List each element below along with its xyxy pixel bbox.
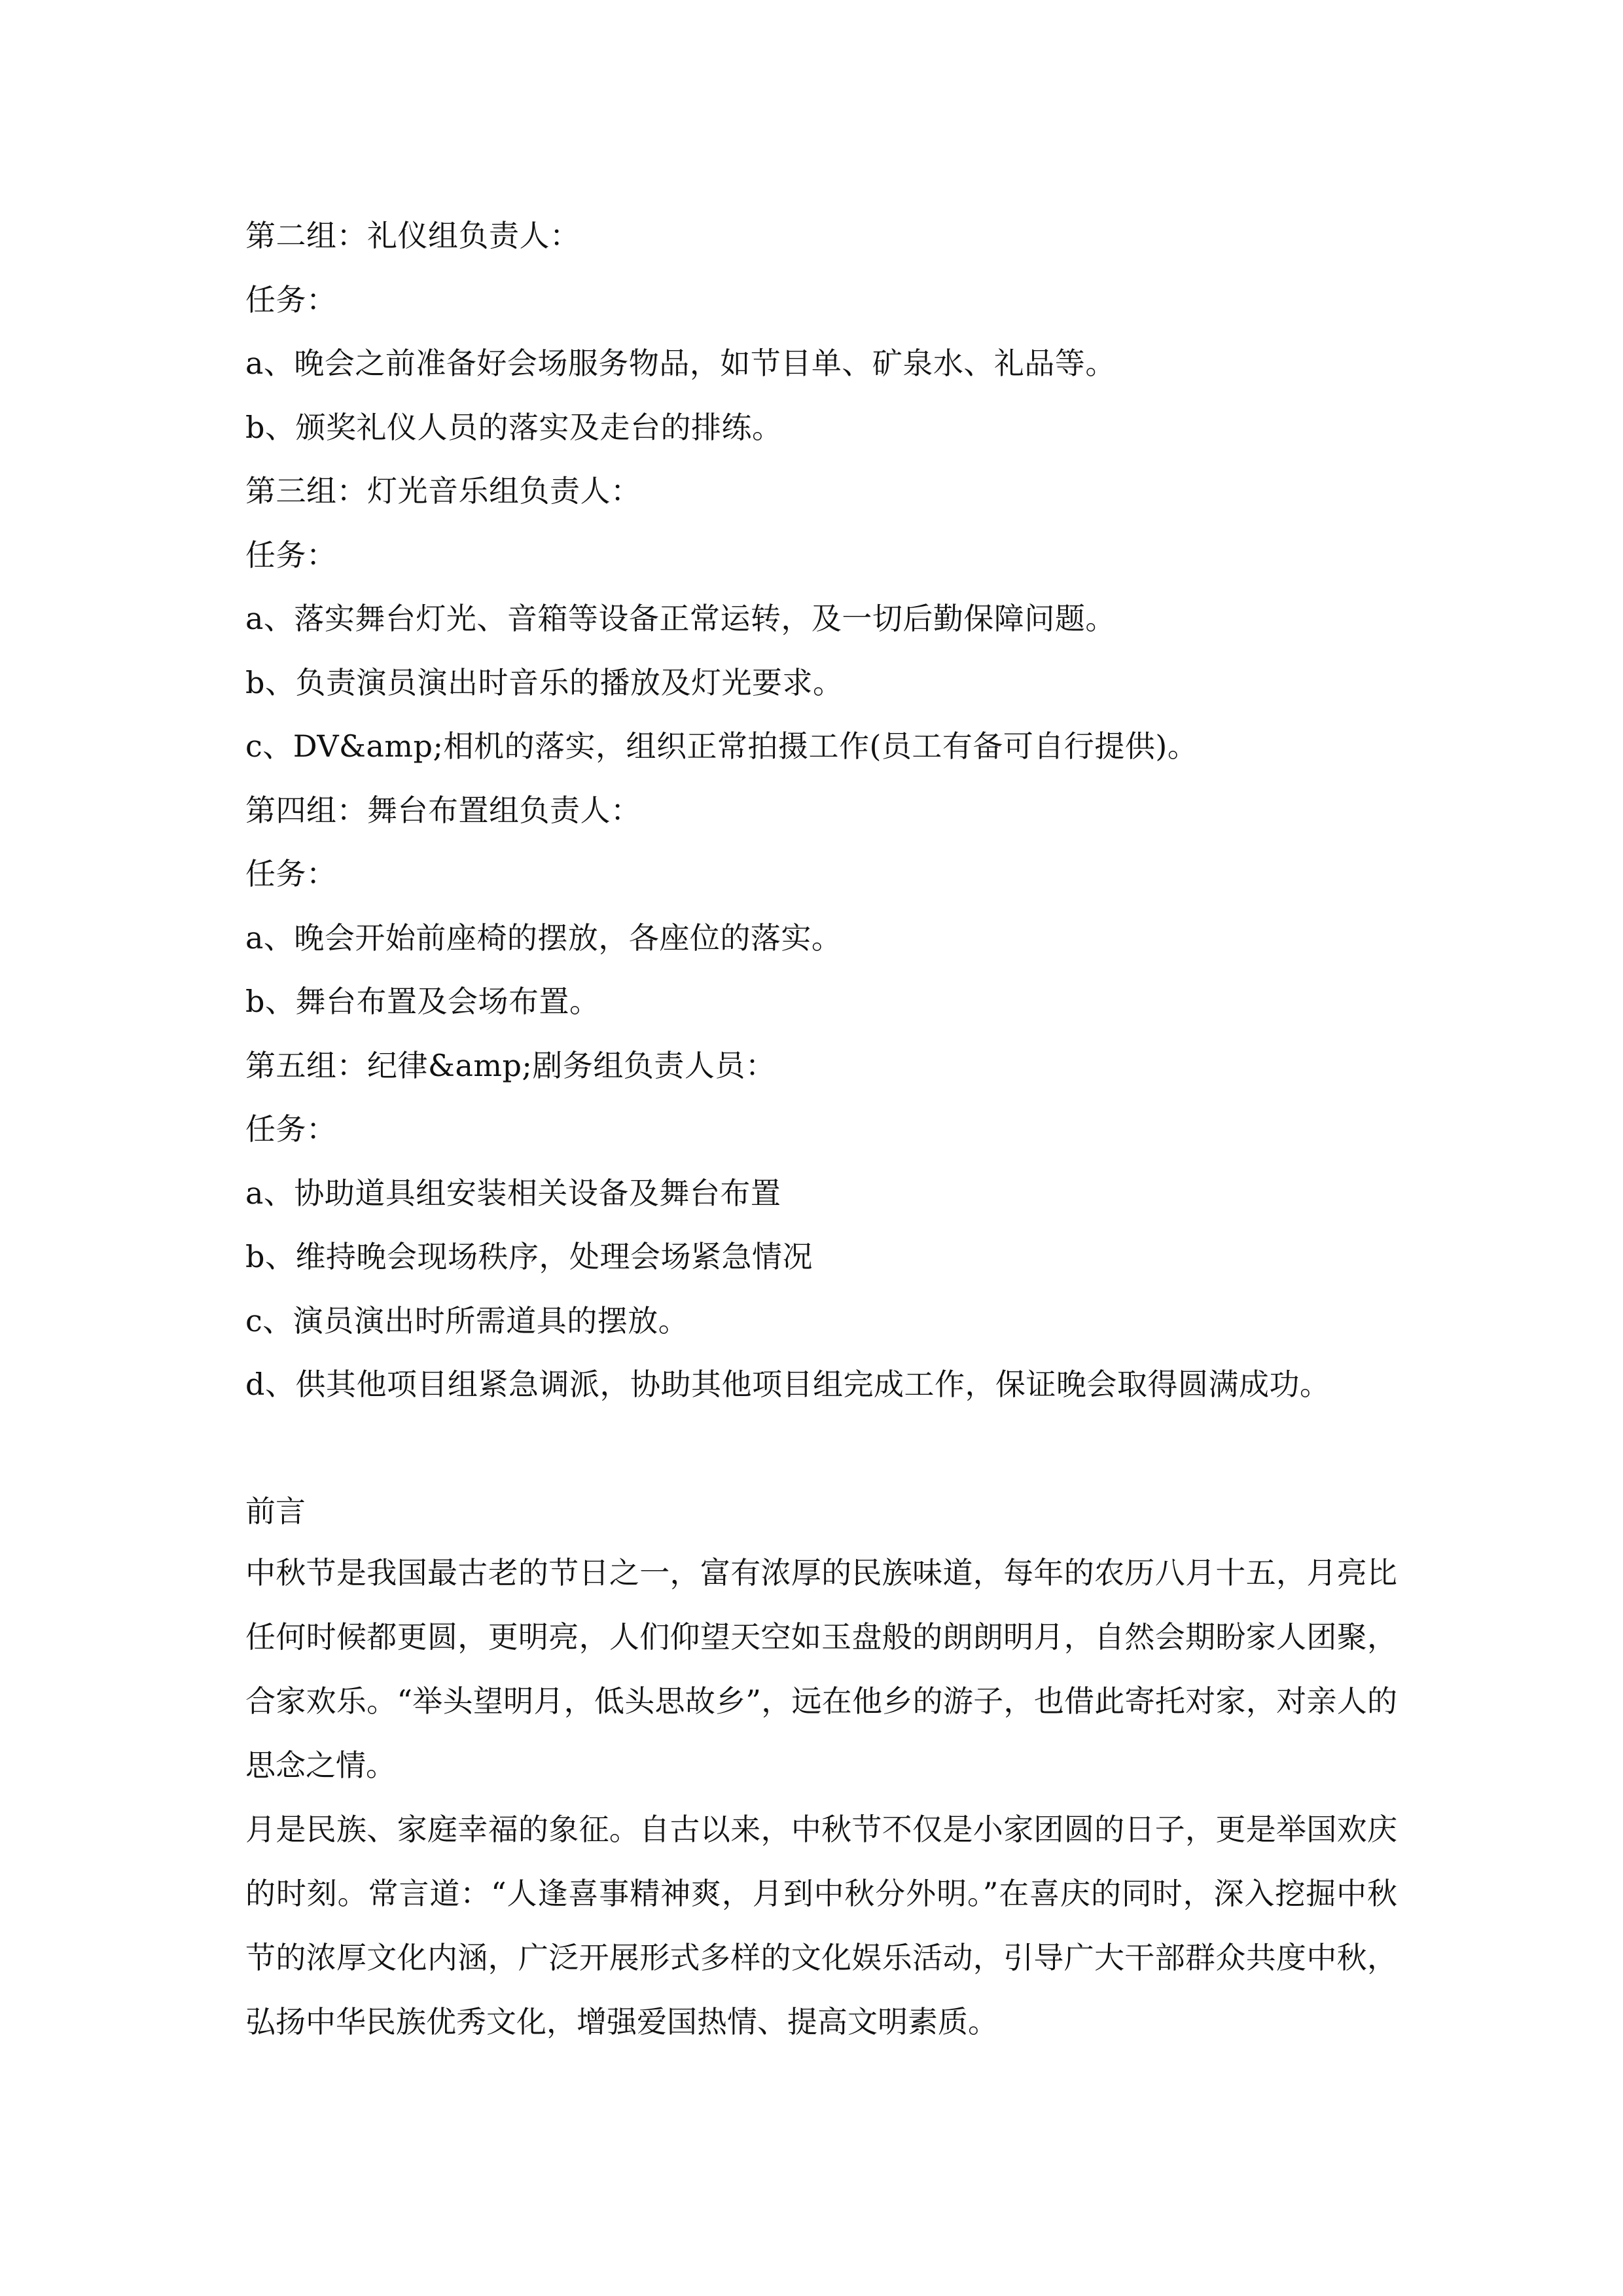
- task-item: a、晚会之前准备好会场服务物品，如节目单、矿泉水、礼品等。: [245, 346, 1116, 381]
- preface-heading: 前言: [245, 1494, 306, 1529]
- task-label: 任务：: [245, 281, 337, 317]
- task-label: 任务：: [245, 537, 337, 573]
- task-item: c、演员演出时所需道具的摆放。: [245, 1302, 689, 1338]
- group-3-title: 第三组：灯光音乐组负责人：: [245, 473, 641, 509]
- task-item: a、协助道具组安装相关设备及舞台布置: [245, 1175, 781, 1211]
- task-item: d、供其他项目组紧急调派，协助其他项目组完成工作，保证晚会取得圆满成功。: [245, 1367, 1330, 1402]
- group-4-title: 第四组：舞台布置组负责人：: [245, 792, 641, 828]
- preface-paragraph: 月是民族、家庭幸福的象征。自古以来，中秋节不仅是小家团圆的日子，更是举国欢庆的时刻。常言道：“人逢喜事精神爽，月到中秋分外明。”在喜庆的同时，深入挖掘中秋节的浓厚文化内涵，广泛开展形式多样的文化娱乐活动，引导广大干部群众共度中秋，弘扬中华民族优秀文化，增强爱国热情、提高文明素质。: [245, 1812, 1397, 2039]
- task-label: 任务：: [245, 1111, 337, 1147]
- task-item: b、维持晚会现场秩序，处理会场紧急情况: [245, 1239, 813, 1274]
- task-item: b、颁奖礼仪人员的落实及走台的排练。: [245, 409, 783, 445]
- group-2-title: 第二组：礼仪组负责人：: [245, 218, 580, 253]
- task-item: a、晚会开始前座椅的摆放，各座位的落实。: [245, 920, 842, 956]
- task-item: b、负责演员演出时音乐的播放及灯光要求。: [245, 664, 844, 700]
- task-item: b、舞台布置及会场布置。: [245, 984, 600, 1019]
- preface-section: [245, 1482, 1397, 2054]
- group-5-title: 第五组：纪律&amp;剧务组负责人员：: [245, 1047, 776, 1083]
- task-label: 任务：: [245, 856, 337, 891]
- group-tasks-section: [245, 204, 1436, 1417]
- task-item: a、落实舞台灯光、音箱等设备正常运转，及一切后勤保障问题。: [245, 601, 1116, 636]
- preface-paragraph: 中秋节是我国最古老的节日之一，富有浓厚的民族味道，每年的农历八月十五，月亮比任何时候都更圆，更明亮，人们仰望天空如玉盘般的朗朗明月，自然会期盼家人团聚，合家欢乐。“举头望明月，低头思故乡”，远在他乡的游子，也借此寄托对家，对亲人的思念之情。: [245, 1555, 1397, 1783]
- task-item: c、DV&amp;相机的落实，组织正常拍摄工作(员工有备可自行提供)。: [245, 728, 1198, 764]
